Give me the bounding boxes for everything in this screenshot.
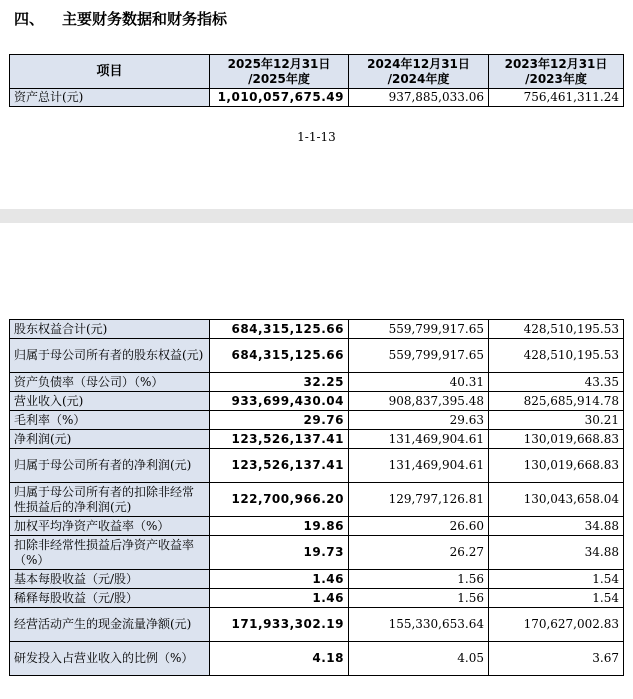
row-label: 归属于母公司所有者的扣除非经常性损益后的净利润(元) bbox=[10, 483, 210, 517]
financial-table-continued bbox=[9, 319, 624, 676]
value-2023: 30.21 bbox=[489, 411, 624, 430]
value-2025: 123,526,137.41 bbox=[210, 430, 349, 449]
row-label: 股东权益合计(元) bbox=[10, 320, 210, 339]
value-2025: 4.18 bbox=[210, 642, 349, 676]
row-label: 加权平均净资产收益率（%） bbox=[10, 517, 210, 536]
table-row bbox=[10, 608, 624, 642]
value-2025: 122,700,966.20 bbox=[210, 483, 349, 517]
value-2023: 43.35 bbox=[489, 373, 624, 392]
header-2024-year: /2024年度 bbox=[387, 71, 450, 86]
header-2025 bbox=[210, 55, 349, 89]
row-label: 稀释每股收益（元/股） bbox=[10, 589, 210, 608]
value-2025: 171,933,302.19 bbox=[210, 608, 349, 642]
value-2024: 1.56 bbox=[349, 570, 489, 589]
table-row bbox=[10, 89, 624, 107]
value-2025: 1.46 bbox=[210, 570, 349, 589]
value-2023: 130,043,658.04 bbox=[489, 483, 624, 517]
row-label: 净利润(元) bbox=[10, 430, 210, 449]
table-row bbox=[10, 411, 624, 430]
table-header-row bbox=[10, 55, 624, 89]
header-2024 bbox=[349, 55, 489, 89]
row-label: 资产总计(元) bbox=[10, 89, 210, 107]
value-2024: 29.63 bbox=[349, 411, 489, 430]
header-item: 项目 bbox=[10, 55, 210, 89]
table-row bbox=[10, 449, 624, 483]
table-row bbox=[10, 430, 624, 449]
section-heading bbox=[14, 8, 227, 29]
page-number: 1-1-13 bbox=[297, 130, 336, 144]
value-2025: 1.46 bbox=[210, 589, 349, 608]
table-row bbox=[10, 392, 624, 411]
value-2025: 29.76 bbox=[210, 411, 349, 430]
value-2024: 131,469,904.61 bbox=[349, 430, 489, 449]
page-gap bbox=[0, 209, 633, 223]
value-2025: 123,526,137.41 bbox=[210, 449, 349, 483]
value-2024: 129,797,126.81 bbox=[349, 483, 489, 517]
value-2025: 32.25 bbox=[210, 373, 349, 392]
value-2024: 1.56 bbox=[349, 589, 489, 608]
row-label: 归属于母公司所有者的净利润(元) bbox=[10, 449, 210, 483]
value-2025: 1,010,057,675.49 bbox=[210, 89, 349, 107]
value-2023: 428,510,195.53 bbox=[489, 320, 624, 339]
value-2023: 825,685,914.78 bbox=[489, 392, 624, 411]
table-row bbox=[10, 373, 624, 392]
value-2024: 131,469,904.61 bbox=[349, 449, 489, 483]
section-title: 主要财务数据和财务指标 bbox=[62, 10, 228, 28]
header-2023-year: /2023年度 bbox=[525, 71, 587, 86]
value-2024: 937,885,033.06 bbox=[349, 89, 489, 107]
table-row bbox=[10, 320, 624, 339]
table-row bbox=[10, 536, 624, 570]
value-2024: 559,799,917.65 bbox=[349, 339, 489, 373]
value-2025: 933,699,430.04 bbox=[210, 392, 349, 411]
value-2023: 130,019,668.83 bbox=[489, 449, 624, 483]
table-row bbox=[10, 642, 624, 676]
row-label: 营业收入(元) bbox=[10, 392, 210, 411]
financial-table-header bbox=[9, 54, 624, 107]
value-2025: 684,315,125.66 bbox=[210, 339, 349, 373]
value-2023: 34.88 bbox=[489, 536, 624, 570]
row-label: 基本每股收益（元/股） bbox=[10, 570, 210, 589]
row-label: 研发投入占营业收入的比例（%） bbox=[10, 642, 210, 676]
table-row bbox=[10, 483, 624, 517]
value-2024: 4.05 bbox=[349, 642, 489, 676]
table-row bbox=[10, 589, 624, 608]
table-row bbox=[10, 570, 624, 589]
value-2023: 428,510,195.53 bbox=[489, 339, 624, 373]
row-label: 资产负债率（母公司）（%） bbox=[10, 373, 210, 392]
header-2024-date: 2024年12月31日 bbox=[367, 56, 470, 71]
value-2024: 40.31 bbox=[349, 373, 489, 392]
row-label: 经营活动产生的现金流量净额(元) bbox=[10, 608, 210, 642]
row-label: 扣除非经常性损益后净资产收益率（%） bbox=[10, 536, 210, 570]
value-2023: 34.88 bbox=[489, 517, 624, 536]
value-2024: 26.27 bbox=[349, 536, 489, 570]
header-2025-date: 2025年12月31日 bbox=[227, 56, 331, 71]
value-2023: 756,461,311.24 bbox=[489, 89, 624, 107]
row-label: 归属于母公司所有者的股东权益(元) bbox=[10, 339, 210, 373]
value-2025: 19.73 bbox=[210, 536, 349, 570]
value-2024: 908,837,395.48 bbox=[349, 392, 489, 411]
header-2023 bbox=[489, 55, 624, 89]
section-number: 四、 bbox=[14, 10, 45, 28]
row-label: 毛利率（%） bbox=[10, 411, 210, 430]
value-2024: 559,799,917.65 bbox=[349, 320, 489, 339]
value-2023: 130,019,668.83 bbox=[489, 430, 624, 449]
value-2023: 3.67 bbox=[489, 642, 624, 676]
value-2025: 684,315,125.66 bbox=[210, 320, 349, 339]
document-page-upper bbox=[0, 0, 633, 209]
table-row bbox=[10, 339, 624, 373]
header-2025-year: /2025年度 bbox=[248, 71, 310, 86]
value-2023: 1.54 bbox=[489, 589, 624, 608]
value-2024: 155,330,653.64 bbox=[349, 608, 489, 642]
value-2023: 170,627,002.83 bbox=[489, 608, 624, 642]
value-2025: 19.86 bbox=[210, 517, 349, 536]
value-2023: 1.54 bbox=[489, 570, 624, 589]
table-row bbox=[10, 517, 624, 536]
header-2023-date: 2023年12月31日 bbox=[504, 56, 608, 71]
value-2024: 26.60 bbox=[349, 517, 489, 536]
